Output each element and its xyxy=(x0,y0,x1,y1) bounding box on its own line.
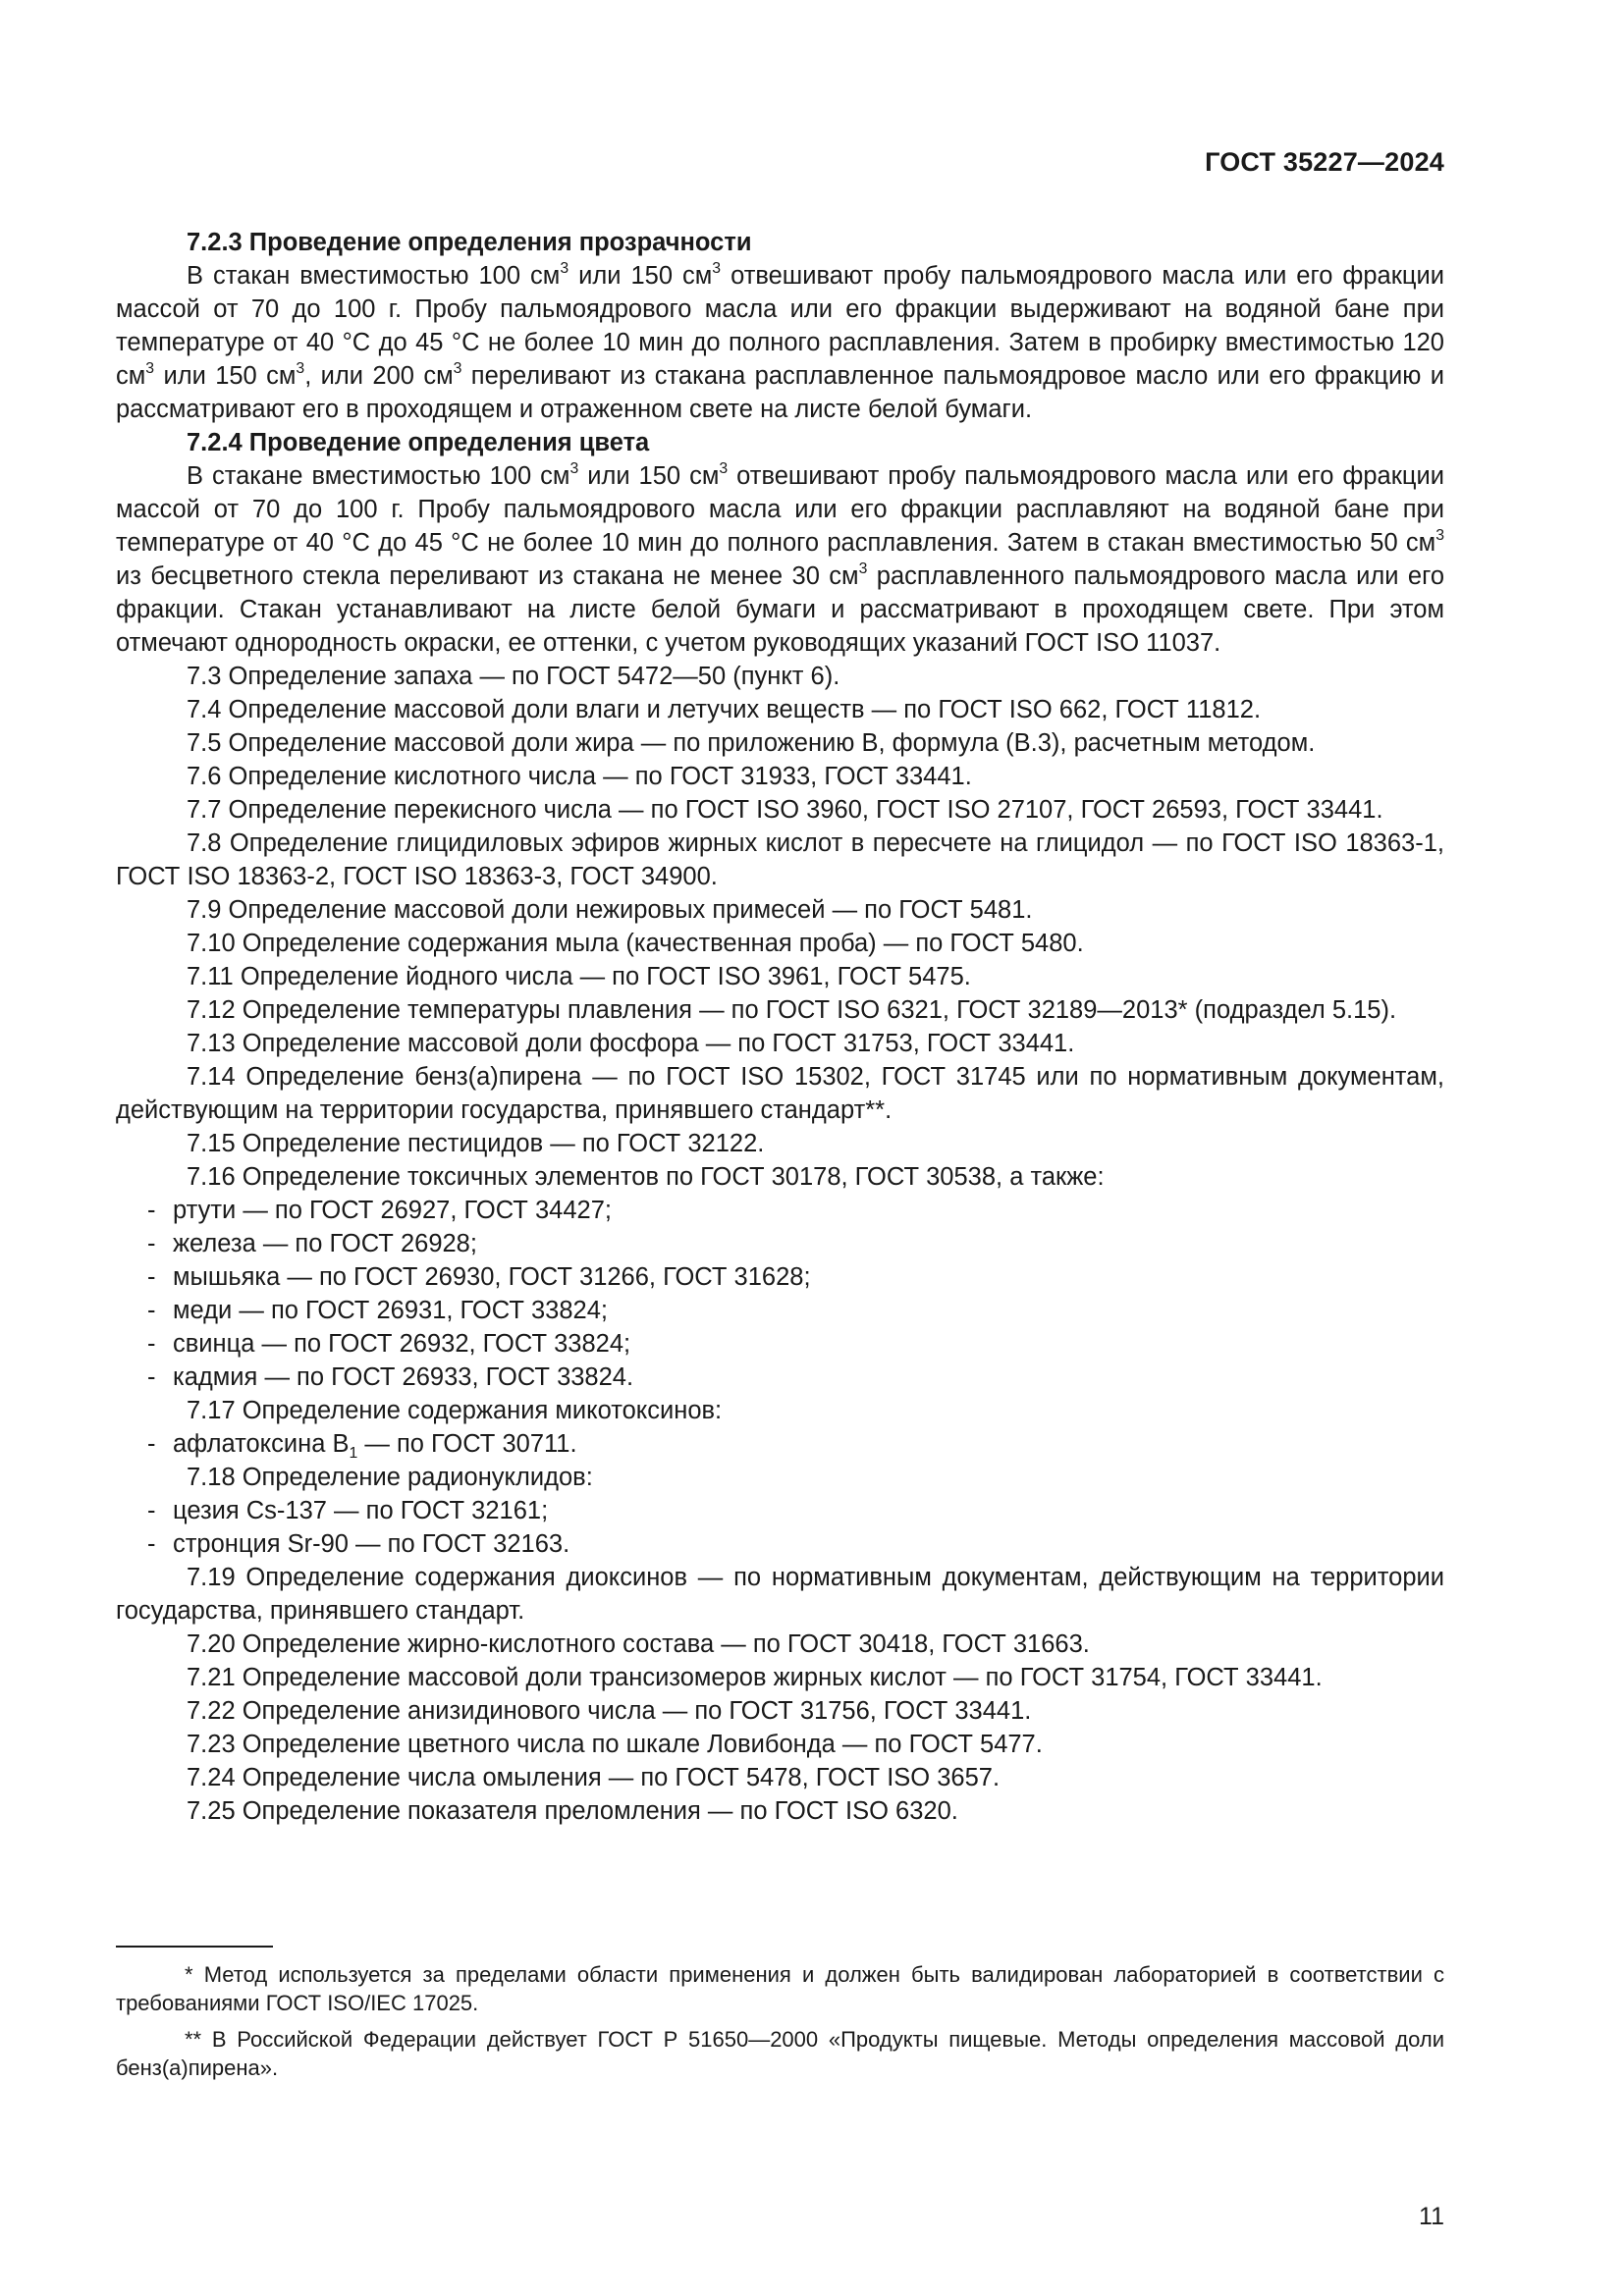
list-item-text: меди — по ГОСТ 26931, ГОСТ 33824; xyxy=(173,1297,608,1324)
text-run: отвешивают пробу пальмоядрового масла или его фракции массой от 70 до 100 г. Пробу пальмоядрового масла или его фракции расплавляют на водяной бане при температуре от 40 °С до 45 °С не более 10 мин до полного расплавления. Затем в стакан вместимостью 50 см xyxy=(116,462,1444,557)
list-item xyxy=(116,1427,1444,1461)
footnotes xyxy=(116,1960,1444,2090)
item-7-5: 7.5 Определение массовой доли жира — по приложению В, формула (В.3), расчетным методом. xyxy=(187,729,1316,757)
item-7-4: 7.4 Определение массовой доли влаги и летучих веществ — по ГОСТ ISO 662, ГОСТ 11812. xyxy=(187,696,1262,723)
superscript: 3 xyxy=(145,359,155,377)
item-7-8: 7.8 Определение глицидиловых эфиров жирных кислот в пересчете на глицидол — по ГОСТ ISO 18363-1, ГОСТ ISO 18363-2, ГОСТ ISO 18363-3, ГОСТ 34900. xyxy=(116,829,1444,890)
list-item-text: стронция Sr-90 — по ГОСТ 32163. xyxy=(173,1530,570,1558)
list-item xyxy=(116,1260,1444,1294)
superscript: 3 xyxy=(1435,526,1444,544)
dash-marker: - xyxy=(147,1230,156,1257)
list-item xyxy=(116,1227,1444,1260)
list-item xyxy=(116,1527,1444,1561)
list-item-text: — по ГОСТ 30711. xyxy=(357,1430,577,1458)
text-run: или 150 см xyxy=(578,462,720,490)
list-item xyxy=(116,1194,1444,1227)
superscript: 3 xyxy=(560,259,569,277)
item-7-22: 7.22 Определение анизидинового числа — по ГОСТ 31756, ГОСТ 33441. xyxy=(187,1697,1032,1725)
list-item-text: афлатоксина В xyxy=(173,1430,350,1458)
text-run: из бесцветного стекла переливают из стакана не менее 30 см xyxy=(116,562,859,590)
item-7-3: 7.3 Определение запаха — по ГОСТ 5472—50 (пункт 6). xyxy=(187,663,840,690)
item-7-18: 7.18 Определение радионуклидов: xyxy=(187,1464,593,1491)
dash-marker: - xyxy=(147,1363,156,1391)
item-7-16: 7.16 Определение токсичных элементов по ГОСТ 30178, ГОСТ 30538, а также: xyxy=(187,1163,1105,1191)
item-7-24: 7.24 Определение числа омыления — по ГОСТ 5478, ГОСТ ISO 3657. xyxy=(187,1764,1001,1791)
dash-marker: - xyxy=(147,1430,156,1458)
text-run: переливают из стакана расплавленное пальмоядровое масло или его фракцию и рассматривают его в проходящем и отраженном свете на листе белой бумаги. xyxy=(116,362,1444,423)
text-run: , или 200 см xyxy=(304,362,454,390)
dash-marker: - xyxy=(147,1197,156,1224)
dash-marker: - xyxy=(147,1263,156,1291)
superscript: 3 xyxy=(712,259,722,277)
item-7-15: 7.15 Определение пестицидов — по ГОСТ 32122. xyxy=(187,1130,765,1157)
dash-marker: - xyxy=(147,1297,156,1324)
text-run: расплавленного пальмоядрового масла или его фракции. Стакан устанавливают на листе белой бумаги и рассматривают в проходящем свете. При этом отмечают однородность окраски, ее оттенки, с учетом руководящих указаний ГОСТ ISO 11037. xyxy=(116,562,1444,657)
list-item-text: железа — по ГОСТ 26928; xyxy=(173,1230,477,1257)
superscript: 3 xyxy=(453,359,462,377)
item-7-21: 7.21 Определение массовой доли трансизомеров жирных кислот — по ГОСТ 31754, ГОСТ 33441. xyxy=(187,1664,1323,1691)
list-item-text: цезия Cs-137 — по ГОСТ 32161; xyxy=(173,1497,549,1524)
item-7-25: 7.25 Определение показателя преломления — по ГОСТ ISO 6320. xyxy=(187,1797,958,1825)
section-7-2-3-title: 7.2.3 Проведение определения прозрачности xyxy=(187,229,752,256)
item-7-7: 7.7 Определение перекисного числа — по ГОСТ ISO 3960, ГОСТ ISO 27107, ГОСТ 26593, ГОСТ 33441. xyxy=(187,796,1383,824)
dash-marker: - xyxy=(147,1330,156,1358)
list-item xyxy=(116,1494,1444,1527)
superscript: 3 xyxy=(296,359,305,377)
list-item-text: кадмия — по ГОСТ 26933, ГОСТ 33824. xyxy=(173,1363,634,1391)
item-7-6: 7.6 Определение кислотного числа — по ГОСТ 31933, ГОСТ 33441. xyxy=(187,763,972,790)
subscript: 1 xyxy=(349,1445,358,1463)
superscript: 3 xyxy=(858,560,868,577)
superscript: 3 xyxy=(719,459,729,477)
text-run: отвешивают пробу пальмоядрового масла или его фракции массой от 70 до 100 г. Пробу пальмоядрового масла или его фракции выдерживают на водяной бане при температуре от 40 °С до 45 °С не более 10 мин до полного расплавления. Затем в пробирку вместимостью 120 см xyxy=(116,262,1444,390)
item-7-17: 7.17 Определение содержания микотоксинов: xyxy=(187,1397,723,1424)
footnote-1: * Метод используется за пределами области применения и должен быть валидирован лабораторией в соответствии с требованиями ГОСТ ISO/IEC 17025. xyxy=(116,1962,1444,2015)
section-7-2-4-title: 7.2.4 Проведение определения цвета xyxy=(187,429,650,456)
dash-marker: - xyxy=(147,1530,156,1558)
item-7-13: 7.13 Определение массовой доли фосфора — по ГОСТ 31753, ГОСТ 33441. xyxy=(187,1030,1075,1057)
superscript: 3 xyxy=(569,459,579,477)
text-run: или 150 см xyxy=(154,362,297,390)
item-7-20: 7.20 Определение жирно-кислотного состава — по ГОСТ 30418, ГОСТ 31663. xyxy=(187,1630,1090,1658)
list-item-text: свинца — по ГОСТ 26932, ГОСТ 33824; xyxy=(173,1330,631,1358)
list-item xyxy=(116,1361,1444,1394)
list-item-text: ртути — по ГОСТ 26927, ГОСТ 34427; xyxy=(173,1197,612,1224)
item-7-9: 7.9 Определение массовой доли нежировых примесей — по ГОСТ 5481. xyxy=(187,896,1033,924)
item-7-23: 7.23 Определение цветного числа по шкале Ловибонда — по ГОСТ 5477. xyxy=(187,1731,1043,1758)
item-7-12: 7.12 Определение температуры плавления — по ГОСТ ISO 6321, ГОСТ 32189—2013* (подраздел 5.15). xyxy=(187,996,1397,1024)
item-7-19: 7.19 Определение содержания диоксинов — по нормативным документам, действующим на территории государства, принявшего стандарт. xyxy=(116,1564,1444,1625)
list-item xyxy=(116,1327,1444,1361)
text-run: В стакан вместимостью 100 см xyxy=(187,262,561,290)
page-number: 11 xyxy=(1419,2203,1444,2230)
footnote-2: ** В Российской Федерации действует ГОСТ Р 51650—2000 «Продукты пищевые. Методы определения массовой доли бенз(а)пирена». xyxy=(116,2027,1444,2080)
document-code: ГОСТ 35227—2024 xyxy=(1205,147,1444,177)
section-7-2-4-text xyxy=(116,459,1444,660)
text-run: или 150 см xyxy=(568,262,713,290)
dash-marker: - xyxy=(147,1497,156,1524)
list-item xyxy=(116,1294,1444,1327)
item-7-14: 7.14 Определение бенз(а)пирена — по ГОСТ ISO 15302, ГОСТ 31745 или по нормативным документам, действующим на территории государства, принявшего стандарт**. xyxy=(116,1063,1444,1124)
document-body xyxy=(116,226,1444,1828)
text-run: В стакане вместимостью 100 см xyxy=(187,462,570,490)
item-7-11: 7.11 Определение йодного числа — по ГОСТ ISO 3961, ГОСТ 5475. xyxy=(187,963,971,990)
item-7-10: 7.10 Определение содержания мыла (качественная проба) — по ГОСТ 5480. xyxy=(187,930,1084,957)
list-item-text: мышьяка — по ГОСТ 26930, ГОСТ 31266, ГОСТ 31628; xyxy=(173,1263,811,1291)
footnote-divider xyxy=(116,1946,273,1948)
section-7-2-3-text xyxy=(116,259,1444,426)
